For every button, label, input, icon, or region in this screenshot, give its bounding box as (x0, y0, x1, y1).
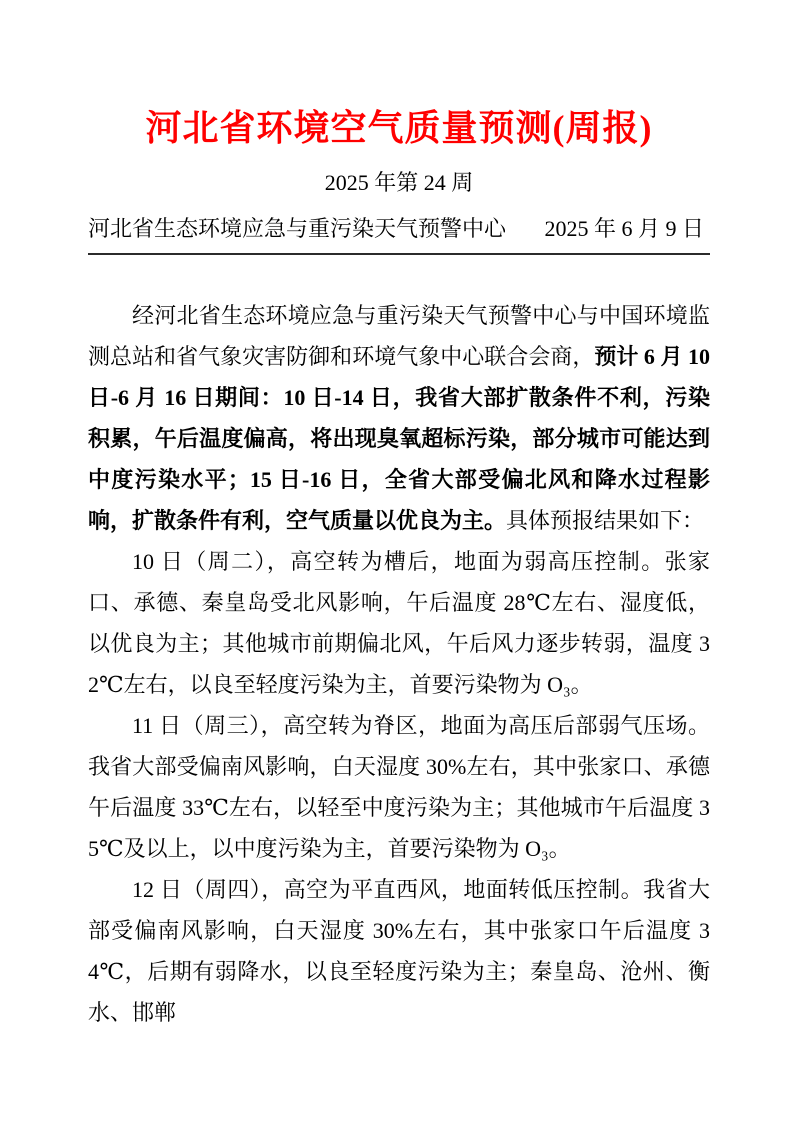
issue-date: 2025 年 6 月 9 日 (544, 216, 704, 241)
issuer-name: 河北省生态环境应急与重污染天气预警中心 (88, 216, 507, 241)
document-body (88, 295, 710, 1033)
document-content (0, 103, 793, 1033)
body-paragraph (88, 705, 710, 869)
body-text-segment: 12 日（周四），高空为平直西风，地面转低压控制。我省大部受偏南风影响，白天湿度 30%左右，其中张家口午后温度 34℃，后期有弱降水，以良至轻度污染为主；秦皇岛、沧州、衡水、邯郸 (88, 877, 710, 1025)
week-subtitle: 2025 年第 24 周 (324, 170, 474, 195)
issuer-row (88, 215, 710, 243)
forecast-summary-bold-text: 预计 6 月 10 日-6 月 16 日期间：10 日-14 日，我省大部扩散条件不利，污染积累，午后温度偏高，将出现臭氧超标污染，部分城市可能达到中度污染水平；15 日-16 日，全省大部受偏北风和降水过程影响，扩散条件有利，空气质量以优良为主。 (88, 344, 710, 533)
body-text-segment: 11 日（周三），高空转为脊区，地面为高压后部弱气压场。我省大部受偏南风影响，白天湿度 30%左右，其中张家口、承德午后温度 33℃左右，以轻至中度污染为主；其他城市午后温度 35℃及以上，以中度污染为主，首要污染物为 O₃。 (88, 713, 710, 861)
document-title: 河北省环境空气质量预测(周报) (145, 108, 653, 148)
body-paragraph (88, 541, 710, 705)
body-paragraph (88, 295, 710, 541)
body-text-segment: 具体预报结果如下： (506, 508, 705, 533)
body-text-segment: 经河北省生态环境应急与重污染天气预警中心与中国环境监测总站和省气象灾害防御和环境气象中心联合会商， (88, 303, 710, 369)
body-paragraph (88, 869, 710, 1033)
header-divider (88, 253, 710, 255)
body-text-segment: 10 日（周二），高空转为槽后，地面为弱高压控制。张家口、承德、秦皇岛受北风影响，午后温度 28℃左右、湿度低，以优良为主；其他城市前期偏北风，午后风力逐步转弱，温度 32℃左右，以良至轻度污染为主，首要污染物为 O₃。 (88, 549, 710, 697)
